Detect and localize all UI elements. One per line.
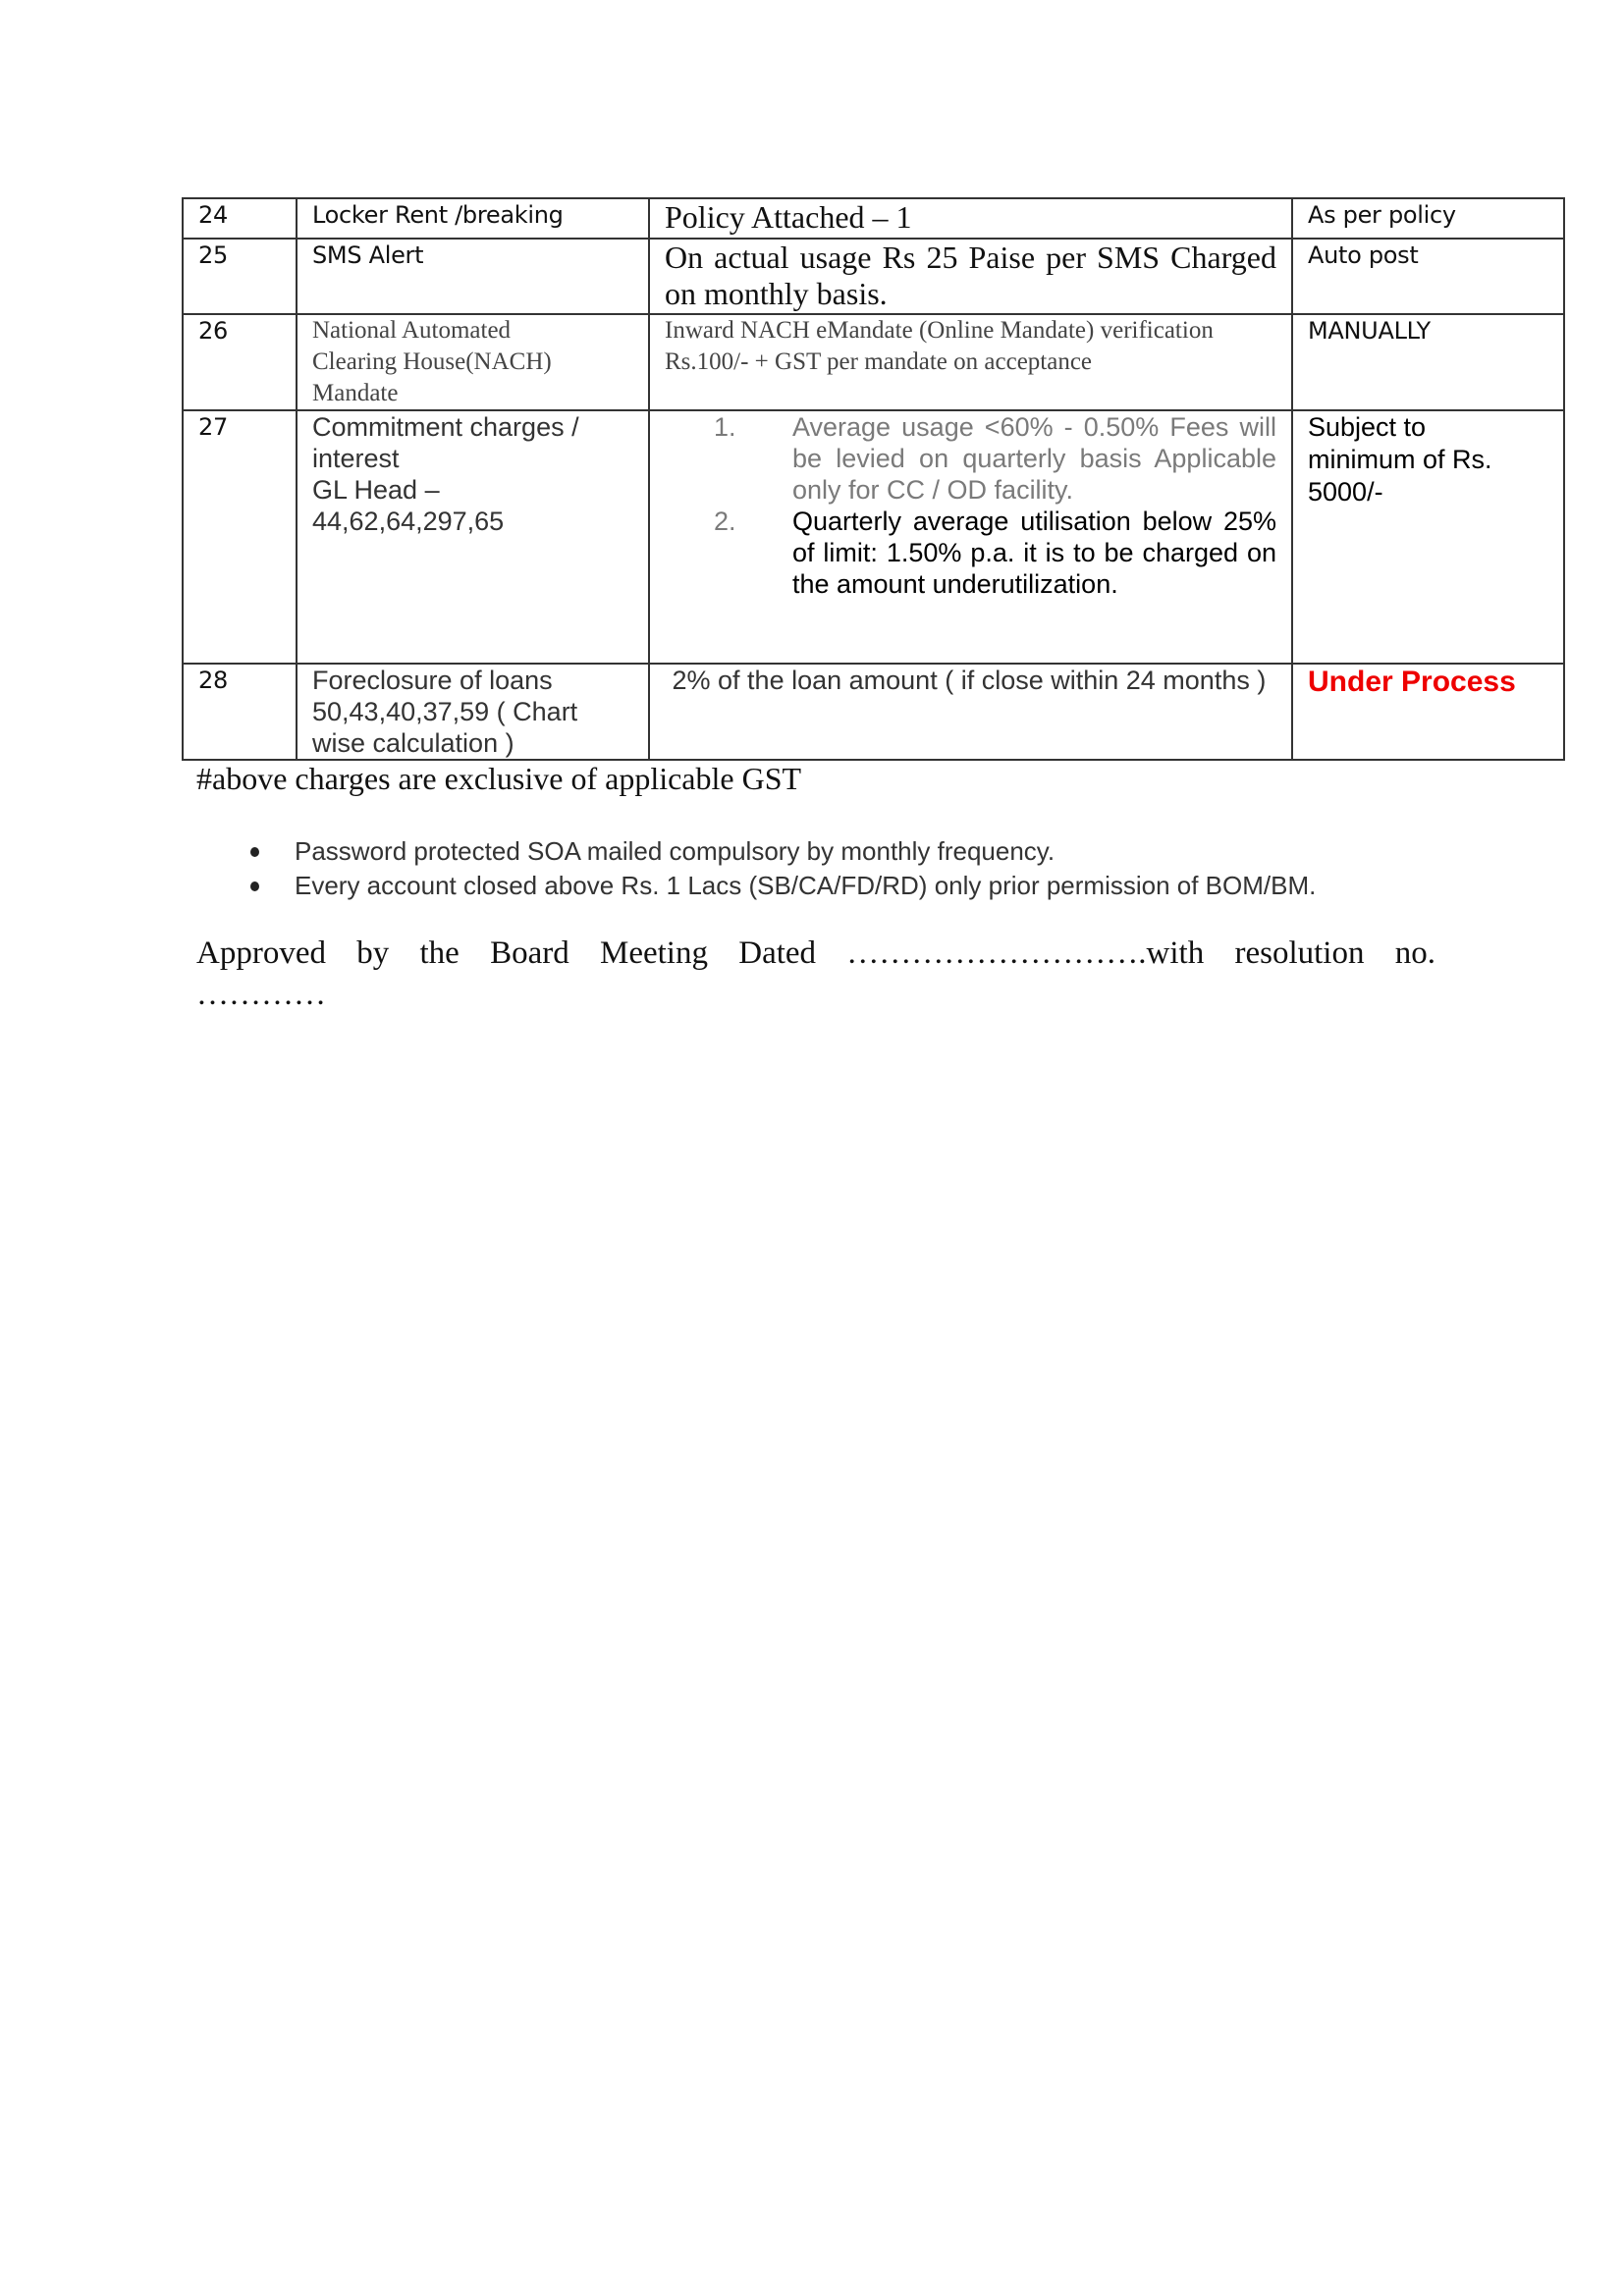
- remarks-text: Auto post: [1308, 241, 1419, 269]
- charges-text: Rs.100/- + GST per mandate on acceptance: [665, 348, 1093, 375]
- table-row: [183, 314, 1564, 410]
- charges-text: 2% of the loan amount ( if close within 24 months ): [665, 666, 1267, 695]
- particular-text: interest: [312, 444, 400, 473]
- remarks-cell: [1292, 239, 1564, 314]
- resolution-number-blank: …………: [196, 977, 326, 1012]
- board-approval-statement: [196, 933, 1435, 1015]
- charges-cell: [649, 198, 1292, 239]
- note-text: Every account closed above Rs. 1 Lacs (SB/CA/FD/RD) only prior permission of BOM/BM.: [295, 871, 1317, 900]
- status-badge: Under Process: [1308, 666, 1516, 698]
- serial-number-cell: [183, 198, 297, 239]
- charges-cell: [649, 314, 1292, 410]
- notes-list: [196, 834, 1316, 903]
- remarks-cell: [1292, 410, 1564, 664]
- particular-cell: [297, 239, 649, 314]
- remarks-cell: [1292, 664, 1564, 760]
- particular-text: Commitment charges /: [312, 412, 579, 442]
- charges-text: Quarterly average utilisation below 25% of limit: 1.50% p.a. it is to be charged on the amount underutilization.: [792, 507, 1276, 599]
- service-charges-table: [182, 197, 1565, 761]
- particular-cell: [297, 410, 649, 664]
- remarks-text: minimum of Rs.: [1308, 445, 1492, 474]
- charges-cell: [649, 410, 1292, 664]
- note-item: [196, 834, 1316, 869]
- particular-cell: [297, 198, 649, 239]
- bullet-icon: [250, 847, 259, 857]
- charges-cell: [649, 239, 1292, 314]
- serial-number: 24: [198, 201, 228, 229]
- particular-cell: [297, 664, 649, 760]
- charges-text: Policy Attached – 1: [665, 199, 912, 235]
- serial-number: 27: [198, 413, 228, 441]
- remarks-text: Subject to: [1308, 412, 1427, 442]
- particular-text: SMS Alert: [312, 241, 424, 269]
- list-number: 1.: [714, 412, 736, 442]
- particular-text: 50,43,40,37,59 ( Chart: [312, 697, 578, 726]
- bullet-icon: [250, 881, 259, 891]
- particular-text: wise calculation ): [312, 728, 514, 758]
- remarks-cell: [1292, 314, 1564, 410]
- charges-list: [665, 411, 1276, 600]
- particular-text: National Automated: [312, 317, 512, 344]
- particular-text: Locker Rent /breaking: [312, 201, 564, 229]
- note-item: [196, 869, 1316, 903]
- particular-text: Foreclosure of loans: [312, 666, 553, 695]
- serial-number: 26: [198, 317, 228, 345]
- charges-cell: [649, 664, 1292, 760]
- particular-text: Clearing House(NACH): [312, 348, 552, 375]
- serial-number-cell: [183, 314, 297, 410]
- particular-cell: [297, 314, 649, 410]
- note-text: Password protected SOA mailed compulsory by monthly frequency.: [295, 836, 1056, 866]
- table-row: [183, 664, 1564, 760]
- charges-text: Inward NACH eMandate (Online Mandate) verification: [665, 317, 1214, 344]
- serial-number-cell: [183, 239, 297, 314]
- gst-footnote: #above charges are exclusive of applicable GST: [196, 761, 802, 796]
- remarks-text: As per policy: [1308, 201, 1456, 229]
- table-row: [183, 410, 1564, 664]
- particular-text: 44,62,64,297,65: [312, 507, 505, 536]
- remarks-cell: [1292, 198, 1564, 239]
- table-row: [183, 239, 1564, 314]
- charges-text: Average usage <60% - 0.50% Fees will be levied on quarterly basis Applicable only for CC / OD facility.: [792, 412, 1276, 505]
- table-row: [183, 198, 1564, 239]
- serial-number-cell: [183, 664, 297, 760]
- list-number: 2.: [714, 507, 736, 536]
- charges-list-item: [665, 411, 1276, 506]
- serial-number: 25: [198, 241, 228, 269]
- serial-number-cell: [183, 410, 297, 664]
- particular-text: Mandate: [312, 380, 399, 406]
- particular-text: GL Head –: [312, 475, 440, 505]
- serial-number: 28: [198, 667, 228, 694]
- approval-line: Approved by the Board Meeting Dated ……………………….with resolution no.: [196, 935, 1435, 971]
- charges-list-item: [665, 506, 1276, 600]
- remarks-text: MANUALLY: [1308, 317, 1431, 345]
- charges-text: On actual usage Rs 25 Paise per SMS Charged on monthly basis.: [665, 240, 1276, 311]
- remarks-text: 5000/-: [1308, 477, 1383, 507]
